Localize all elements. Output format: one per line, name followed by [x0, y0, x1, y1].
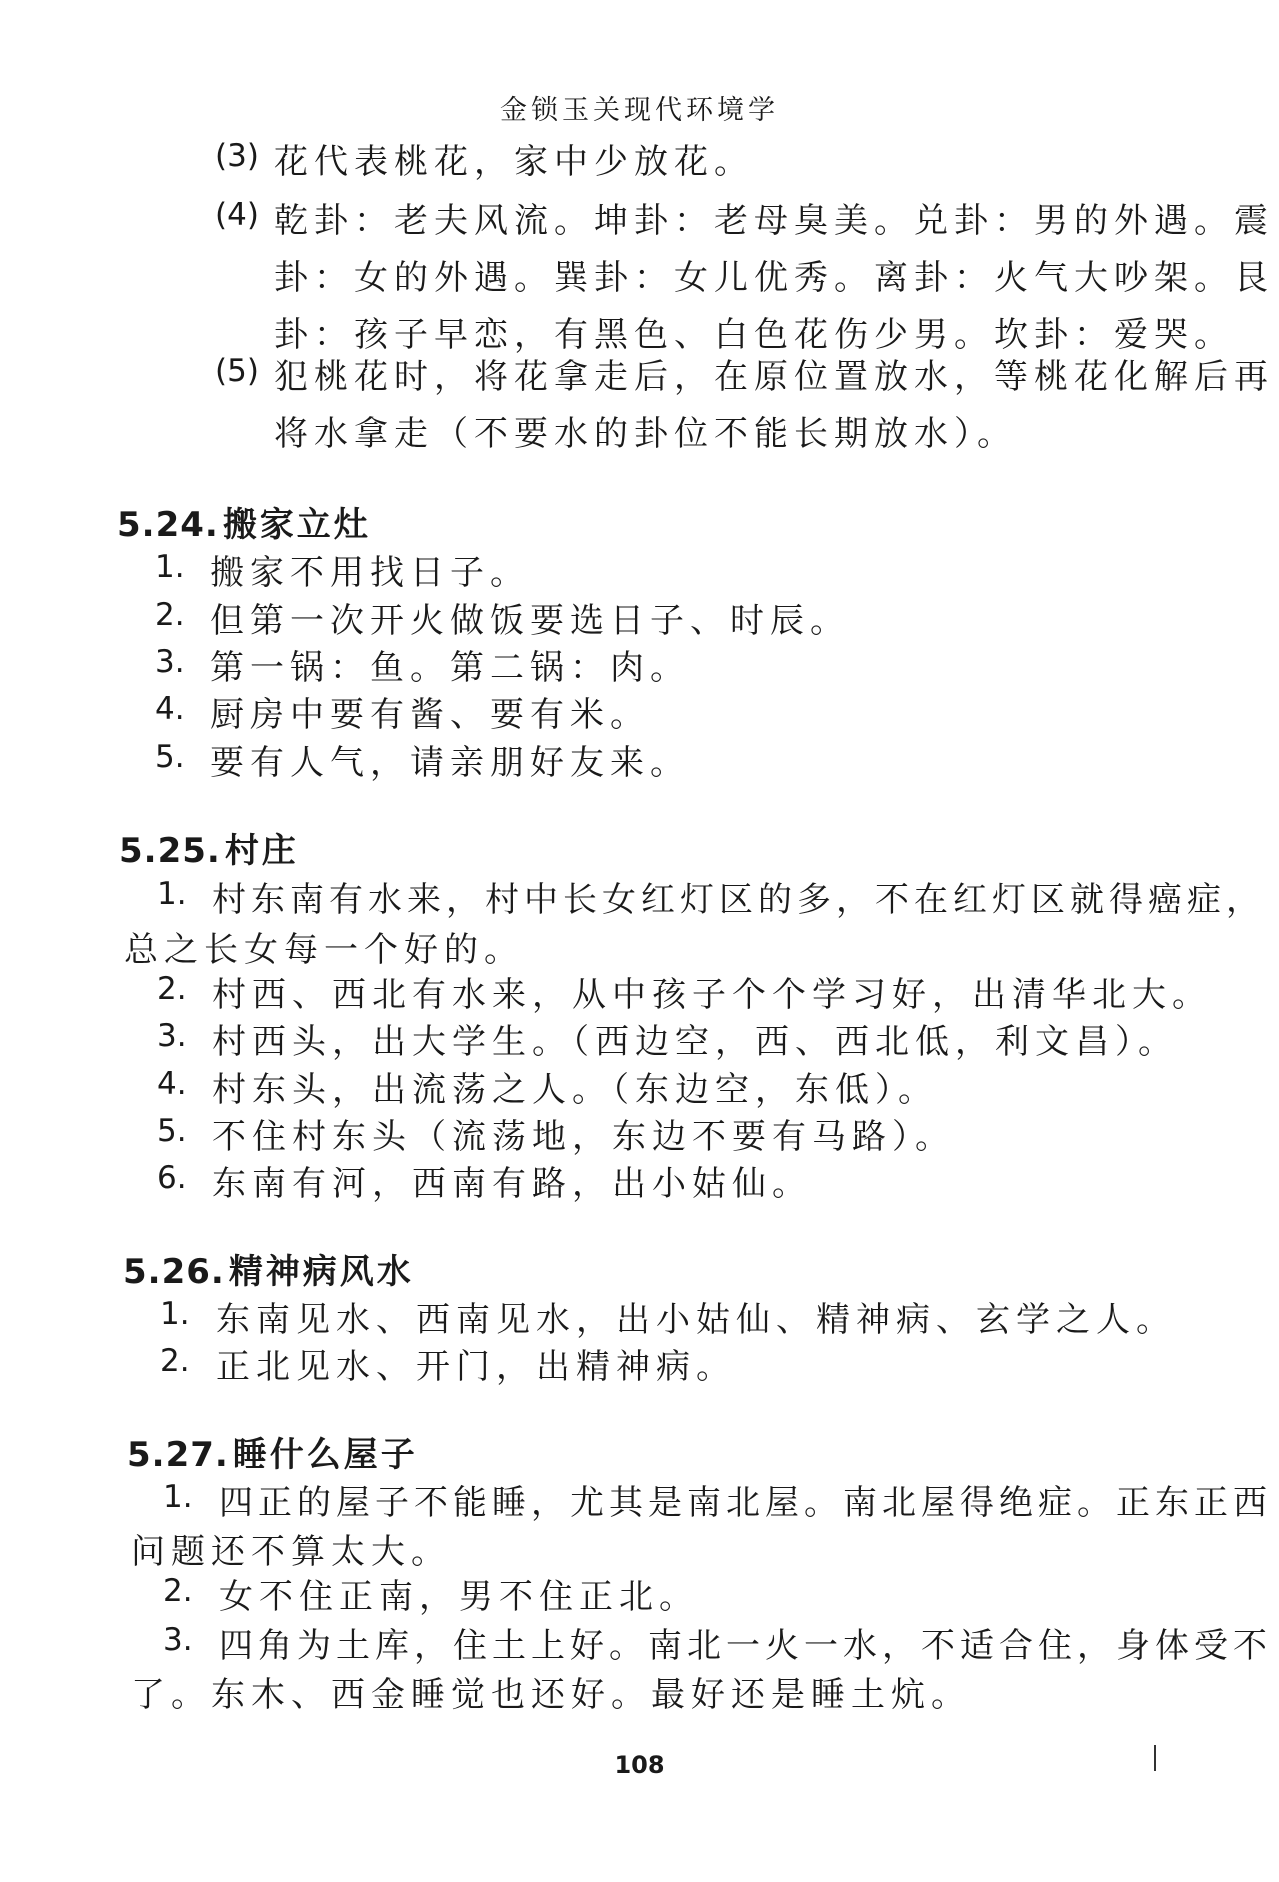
list-item-number: (3)	[215, 138, 259, 174]
running-header: 金锁玉关现代环境学	[500, 95, 779, 126]
page-number: 108	[614, 1751, 665, 1779]
section-heading	[127, 1427, 418, 1476]
section-title: 村庄	[224, 831, 299, 871]
list-item-number: 5.	[155, 739, 185, 775]
list-item-number: 2.	[160, 1343, 190, 1379]
list-item-number: 4.	[157, 1066, 187, 1102]
list-item-number: (5)	[215, 353, 259, 389]
section-title: 精神病风水	[228, 1252, 414, 1292]
list-item-text: 花代表桃花，家中少放花。	[274, 142, 754, 182]
section-number: 5.25.	[119, 831, 221, 871]
list-item-text: 问题还不算太大。	[131, 1532, 451, 1572]
list-item-number: 1.	[163, 1479, 193, 1515]
list-item-number: 3.	[157, 1018, 187, 1054]
list-item-text: 东南有河，西南有路，出小姑仙。	[212, 1164, 812, 1204]
section-title: 搬家立灶	[222, 505, 371, 545]
list-item-number: 2.	[155, 597, 185, 633]
list-item-number: 1.	[160, 1296, 190, 1332]
list-item-text: 厨房中要有酱、要有米。	[210, 695, 650, 735]
list-item-text: 村东头，出流荡之人。（东边空，东低）。	[212, 1070, 938, 1110]
list-item-number: 6.	[157, 1160, 187, 1196]
page-edge-mark	[1154, 1745, 1156, 1771]
section-number: 5.24.	[117, 505, 219, 545]
list-item-text: 但第一次开火做饭要选日子、时辰。	[210, 601, 850, 641]
list-item-text: 第一锅：鱼。第二锅：肉。	[210, 648, 690, 688]
list-item-text: 四角为土库，住土上好。南北一火一水，不适合住，身体受不	[219, 1626, 1272, 1666]
list-item-number: 1.	[155, 549, 185, 585]
list-item-number: 2.	[157, 971, 187, 1007]
list-item-text: 搬家不用找日子。	[210, 553, 530, 593]
list-item-text: 总之长女每一个好的。	[124, 930, 524, 970]
list-item-text: 要有人气，请亲朋好友来。	[210, 743, 690, 783]
section-heading	[123, 1244, 414, 1293]
list-item-number: 3.	[163, 1622, 193, 1658]
list-item-text: 卦：女的外遇。巽卦：女儿优秀。离卦：火气大吵架。艮	[274, 258, 1274, 298]
list-item-text: 村西头，出大学生。（西边空，西、西北低，利文昌）。	[212, 1022, 1178, 1062]
list-item-text: 东南见水、西南见水，出小姑仙、精神病、玄学之人。	[216, 1300, 1176, 1340]
list-item-text: 了。东木、西金睡觉也还好。最好还是睡土炕。	[131, 1675, 971, 1715]
section-heading	[117, 497, 371, 546]
list-item-text: 村西、西北有水来，从中孩子个个学习好，出清华北大。	[212, 975, 1212, 1015]
list-item-text: 村东南有水来，村中长女红灯区的多，不在红灯区就得癌症，	[212, 880, 1265, 920]
section-heading	[119, 823, 299, 872]
list-item-text: 卦：孩子早恋，有黑色、白色花伤少男。坎卦：爱哭。	[274, 315, 1234, 355]
list-item-text: 四正的屋子不能睡，尤其是南北屋。南北屋得绝症。正东正西	[219, 1483, 1272, 1523]
list-item-number: 5.	[157, 1113, 187, 1149]
list-item-text: 不住村东头（流荡地，东边不要有马路）。	[212, 1117, 955, 1157]
section-number: 5.26.	[123, 1252, 225, 1292]
list-item-number: 1.	[157, 876, 187, 912]
section-number: 5.27.	[127, 1435, 229, 1475]
list-item-text: 正北见水、开门，出精神病。	[216, 1347, 736, 1387]
section-title: 睡什么屋子	[232, 1435, 418, 1475]
list-item-number: 4.	[155, 691, 185, 727]
list-item-text: 乾卦：老夫风流。坤卦：老母臭美。兑卦：男的外遇。震	[274, 201, 1274, 241]
list-item-number: 2.	[163, 1573, 193, 1609]
list-item-number: 3.	[155, 644, 185, 680]
list-item-text: 女不住正南，男不住正北。	[219, 1577, 699, 1617]
list-item-text: 将水拿走（不要水的卦位不能长期放水）。	[274, 414, 1017, 454]
list-item-text: 犯桃花时，将花拿走后，在原位置放水，等桃花化解后再	[274, 357, 1274, 397]
list-item-number: (4)	[215, 197, 259, 233]
